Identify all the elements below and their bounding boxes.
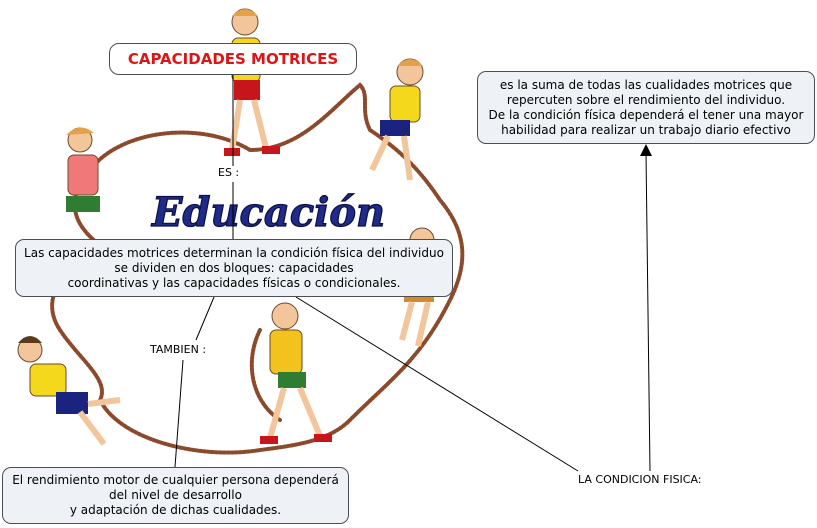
main-line-1: Las capacidades motrices determinan la condición física del individuo [24, 246, 444, 260]
connector-es: ES : [218, 166, 240, 179]
definition-line-1: es la suma de todas las cualidades motrices que [499, 78, 793, 92]
page-title: CAPACIDADES MOTRICES [109, 43, 357, 75]
main-line-3: coordinativas y las capacidades físicas o condicionales. [67, 276, 401, 290]
performance-line-1: El rendimiento motor de cualquier persona dependerá [12, 473, 339, 487]
performance-box [2, 467, 349, 524]
child-figure-left [66, 127, 100, 212]
connector-tambien: TAMBIEN : [150, 343, 207, 356]
definition-line-2: repercuten sobre el rendimiento del individuo. [506, 93, 786, 107]
main-line-2: se dividen en dos bloques: capacidades [114, 261, 354, 275]
connector-condicion: LA CONDICION FISICA: [578, 473, 702, 486]
definition-box [477, 71, 815, 144]
child-figure-bottom-left [18, 336, 120, 444]
definition-line-3: De la condición física dependerá el tener una mayor [488, 108, 804, 122]
child-figure-center [260, 303, 332, 444]
child-figure-right-top [372, 59, 423, 180]
child-figure-top [224, 9, 280, 156]
educacion-word: Educación [152, 189, 386, 236]
definition-line-4: habilidad para realizar un trabajo diario efectivo [501, 123, 791, 137]
arrowhead [640, 144, 652, 156]
performance-line-2: del nivel de desarrollo [109, 488, 242, 502]
main-concept-box [15, 239, 453, 297]
performance-line-3: y adaptación de dichas cualidades. [69, 503, 282, 517]
